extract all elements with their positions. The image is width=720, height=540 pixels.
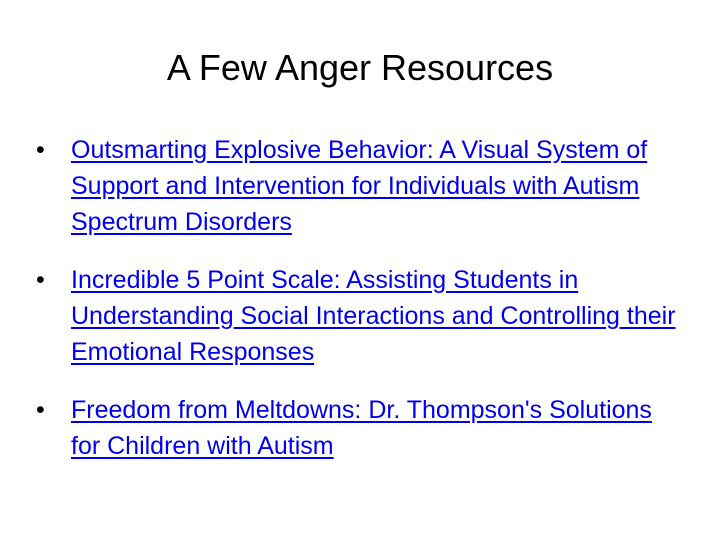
bullet-icon: • — [36, 396, 45, 424]
bullet-icon: • — [36, 266, 45, 294]
list-item — [36, 132, 676, 240]
list-item — [36, 392, 676, 464]
resource-link-outsmarting-explosive-behavior[interactable]: Outsmarting Explosive Behavior: A Visual System of Support and Intervention for Individuals with Autism Spectrum Disorders — [71, 136, 648, 236]
bullet-icon: • — [36, 136, 45, 164]
resource-link-incredible-5-point-scale[interactable]: Incredible 5 Point Scale: Assisting Students in Understanding Social Interactions and Controlling their Emotional Responses — [71, 266, 676, 366]
slide-title: A Few Anger Resources — [166, 47, 554, 88]
resource-link-freedom-from-meltdowns[interactable]: Freedom from Meltdowns: Dr. Thompson's Solutions for Children with Autism — [71, 396, 652, 460]
list-item — [36, 262, 676, 370]
resource-list — [36, 132, 676, 486]
